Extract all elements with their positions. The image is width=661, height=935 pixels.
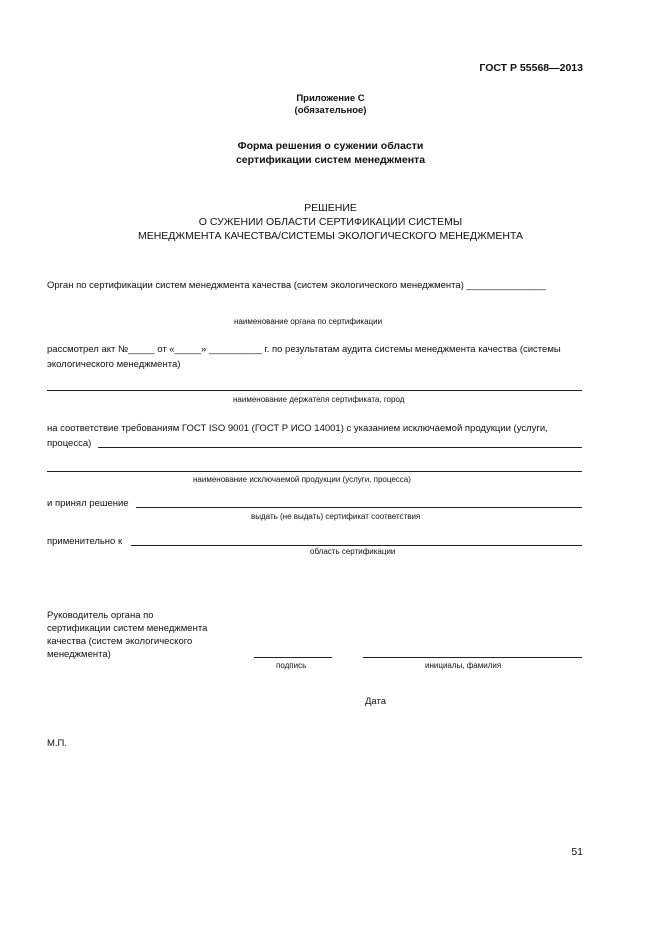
scope-caption: область сертификации <box>310 547 396 556</box>
form-title-line1: Форма решения о сужении области <box>237 140 424 152</box>
holder-field-line <box>47 390 582 391</box>
page-number: 51 <box>571 846 583 858</box>
seal-label: М.П. <box>47 738 68 749</box>
decision-title-line2: О СУЖЕНИИ ОБЛАСТИ СЕРТИФИКАЦИИ СИСТЕМЫ <box>198 216 463 228</box>
head-line2: сертификации систем менеджмента <box>47 623 208 634</box>
head-line1: Руководитель органа по <box>47 610 154 621</box>
compliance-line2-label: процесса) <box>47 438 92 449</box>
appendix-status: (обязательное) <box>294 105 367 116</box>
date-label: Дата <box>365 696 387 707</box>
decision-title-line3: МЕНЕДЖМЕНТА КАЧЕСТВА/СИСТЕМЫ ЭКОЛОГИЧЕСКОГО МЕНЕДЖМЕНТА <box>137 230 524 242</box>
decision-caption: выдать (не выдать) сертификат соответствия <box>251 512 421 521</box>
compliance-field-line <box>98 447 582 448</box>
signature-caption: подпись <box>276 661 307 670</box>
standard-number: ГОСТ Р 55568—2013 <box>479 62 583 74</box>
name-caption: инициалы, фамилия <box>425 661 502 670</box>
form-title-line2: сертификации систем менеджмента <box>235 154 426 166</box>
head-line4: менеджмента) <box>47 649 111 660</box>
name-field-line <box>363 657 582 658</box>
organ-line: Орган по сертификации систем менеджмента качества (систем экологического менеджмента) _______________ <box>47 280 546 291</box>
scope-label: применительно к <box>47 536 123 547</box>
scope-field-line <box>131 545 582 546</box>
reviewed-line1: рассмотрел акт №_____ от «_____» __________ г. по результатам аудита системы менеджмента качества (системы <box>47 344 561 355</box>
organ-caption: наименование органа по сертификации <box>234 317 383 326</box>
excluded-field-line <box>47 471 582 472</box>
decision-field-line <box>136 507 582 508</box>
decision-label: и принял решение <box>47 498 129 509</box>
compliance-line1: на соответствие требованиям ГОСТ ISO 9001 (ГОСТ Р ИСО 14001) с указанием исключаемой продукции (услуги, <box>47 423 548 434</box>
excluded-caption: наименование исключаемой продукции (услуги, процесса) <box>193 475 411 484</box>
appendix-title: Приложение С <box>296 93 365 104</box>
decision-title-line1: РЕШЕНИЕ <box>304 202 357 214</box>
holder-caption: наименование держателя сертификата, город <box>233 395 405 404</box>
signature-field-line <box>254 657 332 658</box>
reviewed-line2: экологического менеджмента) <box>47 359 181 370</box>
head-line3: качества (систем экологического <box>47 636 193 647</box>
